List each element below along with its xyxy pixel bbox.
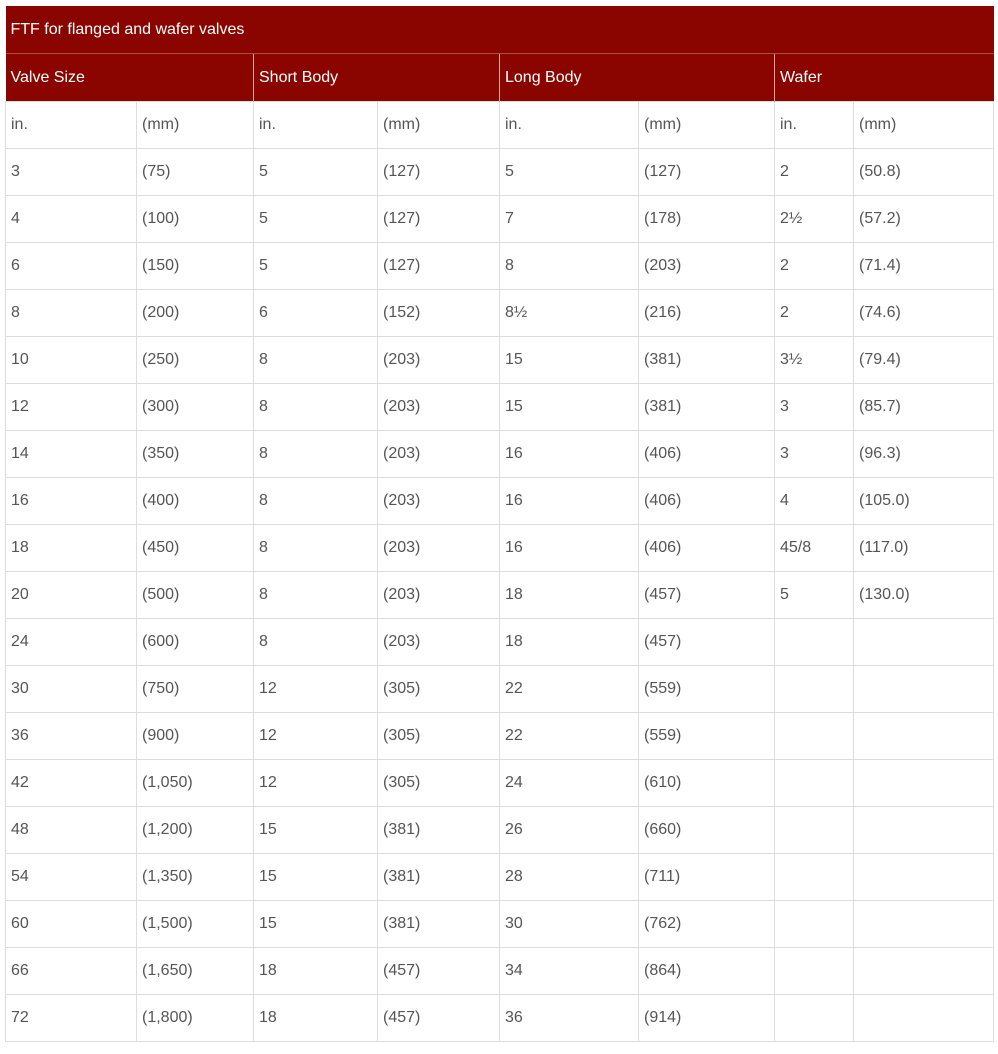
table-cell: (350) — [137, 431, 254, 478]
table-cell: 15 — [254, 807, 378, 854]
table-cell: 5 — [775, 572, 854, 619]
table-cell — [854, 619, 994, 666]
table-cell — [854, 854, 994, 901]
table-cell: (457) — [378, 995, 500, 1042]
table-cell: 12 — [254, 760, 378, 807]
table-cell: (406) — [639, 525, 775, 572]
table-cell: (85.7) — [854, 384, 994, 431]
table-cell: (457) — [639, 619, 775, 666]
table-cell: 8 — [254, 478, 378, 525]
table-cell: (203) — [378, 478, 500, 525]
table-cell: (400) — [137, 478, 254, 525]
table-cell: (203) — [378, 525, 500, 572]
table-cell: 8 — [254, 431, 378, 478]
ftf-table-container — [5, 6, 993, 1042]
table-cell: 22 — [500, 666, 639, 713]
table-row — [6, 478, 994, 525]
table-cell: 7 — [500, 196, 639, 243]
table-cell: (150) — [137, 243, 254, 290]
table-cell: 3 — [6, 149, 137, 196]
table-cell: (1,800) — [137, 995, 254, 1042]
table-cell: 66 — [6, 948, 137, 995]
table-cell: 8 — [6, 290, 137, 337]
table-cell — [854, 995, 994, 1042]
table-cell: 14 — [6, 431, 137, 478]
table-row — [6, 384, 994, 431]
table-row — [6, 149, 994, 196]
table-cell — [775, 948, 854, 995]
unit-header-cell: (mm) — [854, 102, 994, 149]
table-cell: (610) — [639, 760, 775, 807]
ftf-table — [5, 6, 994, 1042]
table-cell: (178) — [639, 196, 775, 243]
table-cell: 2 — [775, 243, 854, 290]
table-cell: 10 — [6, 337, 137, 384]
group-header-valve-size: Valve Size — [6, 54, 254, 102]
table-cell: 36 — [500, 995, 639, 1042]
table-row — [6, 290, 994, 337]
group-header-short-body: Short Body — [254, 54, 500, 102]
table-cell: 8 — [254, 572, 378, 619]
table-cell: 24 — [6, 619, 137, 666]
table-cell: 18 — [254, 948, 378, 995]
table-cell: 12 — [254, 713, 378, 760]
table-cell — [775, 854, 854, 901]
table-cell: 8 — [254, 525, 378, 572]
table-row — [6, 854, 994, 901]
table-cell: (127) — [378, 196, 500, 243]
table-cell — [775, 619, 854, 666]
table-row — [6, 995, 994, 1042]
table-cell: (381) — [378, 807, 500, 854]
table-row — [6, 948, 994, 995]
table-cell: (127) — [639, 149, 775, 196]
table-title: FTF for flanged and wafer valves — [6, 6, 994, 54]
table-cell: 15 — [254, 854, 378, 901]
table-cell — [775, 807, 854, 854]
table-cell — [775, 666, 854, 713]
table-row — [6, 337, 994, 384]
table-cell — [775, 760, 854, 807]
table-cell: (406) — [639, 478, 775, 525]
table-cell: (105.0) — [854, 478, 994, 525]
table-row — [6, 760, 994, 807]
table-cell — [854, 760, 994, 807]
table-row — [6, 196, 994, 243]
table-cell: 30 — [6, 666, 137, 713]
table-cell: 12 — [6, 384, 137, 431]
table-cell: 6 — [6, 243, 137, 290]
table-cell: (75) — [137, 149, 254, 196]
table-cell — [854, 901, 994, 948]
table-cell: (762) — [639, 901, 775, 948]
table-cell: 16 — [500, 478, 639, 525]
table-cell: 22 — [500, 713, 639, 760]
group-header-long-body: Long Body — [500, 54, 775, 102]
table-cell: (600) — [137, 619, 254, 666]
table-cell: (305) — [378, 713, 500, 760]
table-cell: 8 — [254, 384, 378, 431]
table-cell: (750) — [137, 666, 254, 713]
table-row — [6, 713, 994, 760]
table-cell: (216) — [639, 290, 775, 337]
table-cell — [775, 901, 854, 948]
table-cell: (1,050) — [137, 760, 254, 807]
table-cell: 18 — [500, 619, 639, 666]
table-cell: (1,650) — [137, 948, 254, 995]
table-cell: (381) — [639, 384, 775, 431]
table-cell: (305) — [378, 666, 500, 713]
table-cell: (79.4) — [854, 337, 994, 384]
table-cell: 5 — [254, 149, 378, 196]
unit-header-cell: in. — [254, 102, 378, 149]
table-cell — [854, 807, 994, 854]
table-cell: (71.4) — [854, 243, 994, 290]
table-cell: 28 — [500, 854, 639, 901]
table-cell: 20 — [6, 572, 137, 619]
table-cell: 18 — [6, 525, 137, 572]
table-cell: 8 — [254, 337, 378, 384]
table-cell: (864) — [639, 948, 775, 995]
table-cell: (1,200) — [137, 807, 254, 854]
table-cell: 54 — [6, 854, 137, 901]
table-cell: (559) — [639, 713, 775, 760]
table-cell: (100) — [137, 196, 254, 243]
table-cell: 45/8 — [775, 525, 854, 572]
table-cell: (457) — [378, 948, 500, 995]
table-cell: (117.0) — [854, 525, 994, 572]
table-cell: (660) — [639, 807, 775, 854]
table-cell: 60 — [6, 901, 137, 948]
table-cell: 4 — [6, 196, 137, 243]
unit-header-cell: (mm) — [137, 102, 254, 149]
unit-header-cell: (mm) — [378, 102, 500, 149]
table-cell: (450) — [137, 525, 254, 572]
table-cell: (381) — [378, 854, 500, 901]
table-cell — [775, 713, 854, 760]
table-cell: 48 — [6, 807, 137, 854]
table-row — [6, 525, 994, 572]
table-cell: (127) — [378, 149, 500, 196]
table-cell — [854, 948, 994, 995]
table-cell: (1,500) — [137, 901, 254, 948]
table-cell — [854, 666, 994, 713]
table-cell: 15 — [500, 337, 639, 384]
table-cell: (127) — [378, 243, 500, 290]
unit-header-cell: in. — [775, 102, 854, 149]
table-caption-row — [6, 6, 994, 54]
table-row — [6, 572, 994, 619]
table-cell: 3 — [775, 384, 854, 431]
table-cell: (250) — [137, 337, 254, 384]
table-cell: 5 — [254, 196, 378, 243]
table-cell: 72 — [6, 995, 137, 1042]
table-cell — [854, 713, 994, 760]
table-cell: (406) — [639, 431, 775, 478]
table-cell: 16 — [500, 431, 639, 478]
table-row — [6, 666, 994, 713]
unit-header-row — [6, 102, 994, 149]
table-row — [6, 243, 994, 290]
table-cell: 12 — [254, 666, 378, 713]
table-cell: (203) — [378, 572, 500, 619]
table-cell: (500) — [137, 572, 254, 619]
table-cell — [775, 995, 854, 1042]
table-cell: (300) — [137, 384, 254, 431]
table-cell: 3½ — [775, 337, 854, 384]
unit-header-cell: in. — [6, 102, 137, 149]
table-cell: (203) — [378, 619, 500, 666]
table-cell: 3 — [775, 431, 854, 478]
table-cell: (305) — [378, 760, 500, 807]
table-cell: (559) — [639, 666, 775, 713]
table-cell: 16 — [500, 525, 639, 572]
table-cell: 2½ — [775, 196, 854, 243]
unit-header-cell: in. — [500, 102, 639, 149]
table-cell: (74.6) — [854, 290, 994, 337]
table-cell: 16 — [6, 478, 137, 525]
table-cell: (57.2) — [854, 196, 994, 243]
table-cell: (96.3) — [854, 431, 994, 478]
table-cell: (457) — [639, 572, 775, 619]
table-cell: 15 — [254, 901, 378, 948]
table-cell: 42 — [6, 760, 137, 807]
table-cell: (203) — [639, 243, 775, 290]
table-cell: (200) — [137, 290, 254, 337]
table-cell: (203) — [378, 384, 500, 431]
table-cell: (914) — [639, 995, 775, 1042]
table-cell: 36 — [6, 713, 137, 760]
table-cell: 8 — [254, 619, 378, 666]
table-cell: 24 — [500, 760, 639, 807]
table-cell: (900) — [137, 713, 254, 760]
table-cell: 4 — [775, 478, 854, 525]
table-cell: (152) — [378, 290, 500, 337]
table-cell: (50.8) — [854, 149, 994, 196]
group-header-wafer: Wafer — [775, 54, 994, 102]
table-cell: 34 — [500, 948, 639, 995]
table-row — [6, 431, 994, 478]
table-cell: 8½ — [500, 290, 639, 337]
table-cell: (203) — [378, 431, 500, 478]
table-cell: 8 — [500, 243, 639, 290]
unit-header-cell: (mm) — [639, 102, 775, 149]
table-cell: (130.0) — [854, 572, 994, 619]
table-cell: (381) — [378, 901, 500, 948]
table-cell: 5 — [254, 243, 378, 290]
table-row — [6, 807, 994, 854]
table-cell: 2 — [775, 290, 854, 337]
table-cell: 5 — [500, 149, 639, 196]
table-cell: 15 — [500, 384, 639, 431]
table-cell: (1,350) — [137, 854, 254, 901]
table-cell: 18 — [500, 572, 639, 619]
table-cell: 2 — [775, 149, 854, 196]
table-cell: 26 — [500, 807, 639, 854]
table-row — [6, 901, 994, 948]
table-cell: 18 — [254, 995, 378, 1042]
table-cell: 6 — [254, 290, 378, 337]
table-cell: (711) — [639, 854, 775, 901]
table-row — [6, 619, 994, 666]
table-cell: (203) — [378, 337, 500, 384]
table-cell: (381) — [639, 337, 775, 384]
group-header-row — [6, 54, 994, 102]
table-cell: 30 — [500, 901, 639, 948]
